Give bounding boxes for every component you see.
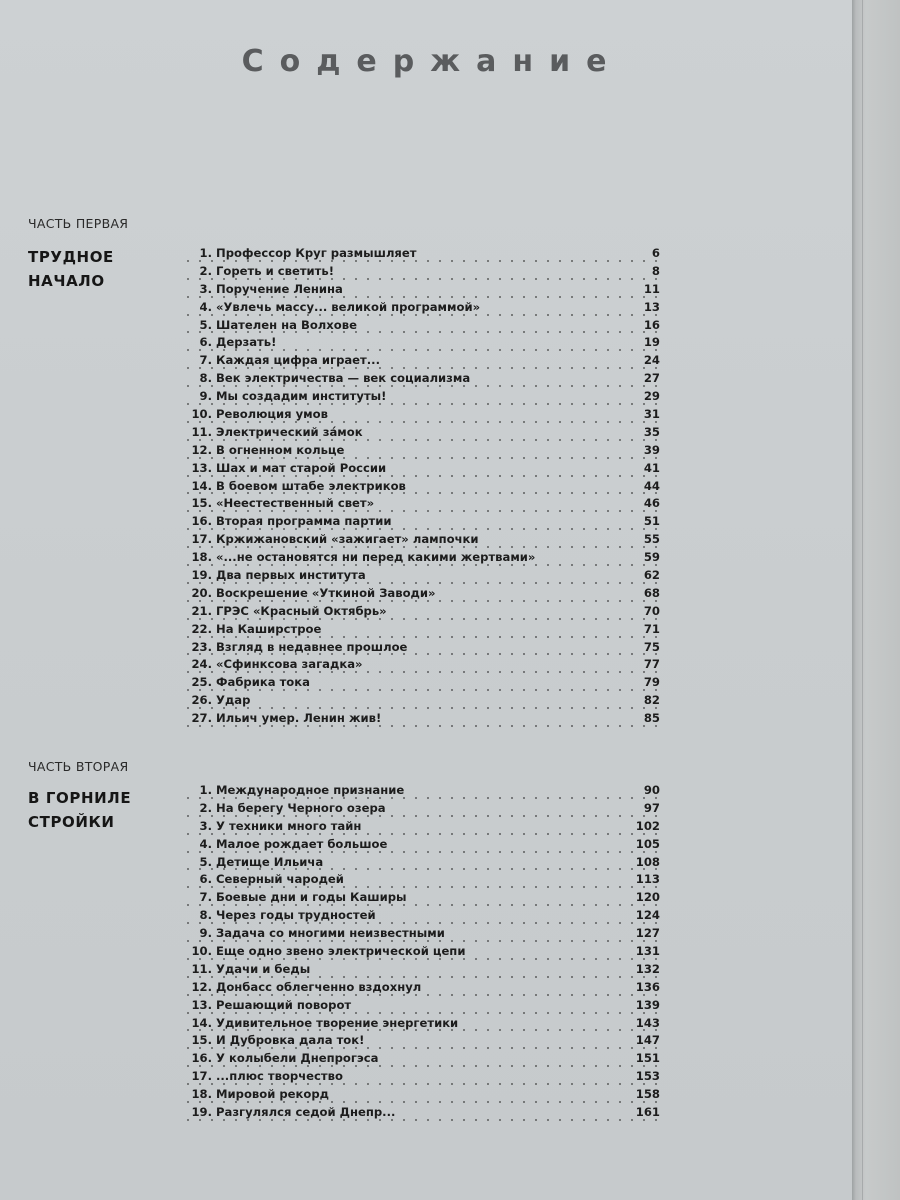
toc-entry-title: Удивительное творение энергетики — [216, 1015, 459, 1030]
toc-entry-title: Век электричества — век социализма — [216, 371, 471, 386]
toc-entry — [182, 424, 662, 442]
leader-dots — [182, 707, 662, 709]
toc-entry-page: 19 — [643, 335, 660, 350]
toc-entry-page: 132 — [635, 961, 660, 976]
part-two-title-line1: В ГОРНИЛЕ — [28, 789, 132, 807]
toc-entry-number: 20. — [191, 585, 212, 600]
toc-entry — [182, 1068, 662, 1086]
toc-entry-number: 2. — [199, 263, 212, 278]
toc-entry — [182, 478, 662, 496]
toc-entry-page: 62 — [643, 568, 660, 583]
toc-entry-number: 4. — [199, 299, 212, 314]
toc-entry — [182, 710, 662, 728]
toc-entry-number: 1. — [199, 246, 212, 260]
leader-dots — [182, 976, 662, 978]
toc-entry-number: 27. — [191, 711, 212, 726]
toc-entry-page: 153 — [635, 1069, 660, 1084]
toc-entry — [182, 621, 662, 639]
toc-entry-title: «Увлечь массу... великой программой» — [216, 299, 481, 314]
toc-entry-number: 4. — [199, 836, 212, 851]
toc-entry-title: Электрический зáмок — [216, 424, 363, 439]
toc-entry — [182, 818, 662, 836]
toc-entry-number: 7. — [199, 353, 212, 368]
toc-entry-page: 16 — [643, 317, 660, 332]
toc-entry-number: 17. — [191, 532, 212, 547]
toc-entry-title: Фабрика тока — [216, 675, 310, 690]
toc-entry-page: 71 — [643, 621, 660, 636]
leader-dots — [182, 1083, 662, 1085]
toc-entry-number: 5. — [199, 317, 212, 332]
leader-dots — [182, 528, 662, 530]
leader-dots — [182, 886, 662, 888]
toc-entry-page: 97 — [643, 800, 660, 815]
toc-entry-page: 59 — [643, 550, 660, 565]
toc-entry-page: 113 — [635, 872, 660, 887]
part-one-title-line2: НАЧАЛО — [28, 272, 105, 290]
toc-entry-page: 8 — [651, 263, 660, 278]
leader-dots — [182, 600, 662, 602]
toc-entry — [182, 406, 662, 424]
toc-entry-number: 17. — [191, 1069, 212, 1084]
leader-dots — [182, 815, 662, 817]
toc-entry-page: 147 — [635, 1033, 660, 1048]
toc-entry-title: Поручение Ленина — [216, 281, 343, 296]
leader-dots — [182, 797, 662, 799]
toc-entry-page: 127 — [635, 926, 660, 941]
toc-entry-number: 3. — [199, 281, 212, 296]
toc-entry-page: 68 — [643, 585, 660, 600]
toc-entry-title: Вторая программа партии — [216, 514, 392, 529]
toc-entry-number: 13. — [191, 460, 212, 475]
toc-entry — [182, 603, 662, 621]
toc-entry — [182, 585, 662, 603]
toc-entry — [182, 370, 662, 388]
toc-entry-page: 120 — [635, 890, 660, 905]
part-one-toc — [182, 245, 662, 728]
leader-dots — [182, 958, 662, 960]
toc-entry — [182, 1015, 662, 1033]
toc-entry-title: Разгулялся седой Днепр... — [216, 1105, 396, 1120]
toc-entry — [182, 442, 662, 460]
toc-entry — [182, 299, 662, 317]
toc-entry-page: 41 — [643, 460, 660, 475]
toc-entry — [182, 460, 662, 478]
leader-dots — [182, 671, 662, 673]
toc-entry-number: 11. — [191, 961, 212, 976]
part-one-title-line1: ТРУДНОЕ — [28, 248, 114, 266]
toc-entry-page: 24 — [643, 353, 660, 368]
leader-dots — [182, 940, 662, 942]
toc-entry-page: 82 — [643, 693, 660, 708]
page-edge-line — [862, 0, 863, 1200]
toc-entry-number: 9. — [199, 389, 212, 404]
leader-dots — [182, 582, 662, 584]
toc-entry-number: 21. — [191, 603, 212, 618]
toc-entry — [182, 925, 662, 943]
toc-entry-title: Два первых института — [216, 568, 366, 583]
toc-entry-number: 6. — [199, 872, 212, 887]
toc-entry-page: 27 — [643, 371, 660, 386]
leader-dots — [182, 385, 662, 387]
toc-entry-number: 11. — [191, 424, 212, 439]
page-title: Содержание — [241, 44, 623, 79]
toc-entry-number: 12. — [191, 979, 212, 994]
toc-entry-number: 8. — [199, 371, 212, 386]
toc-entry-number: 13. — [191, 997, 212, 1012]
toc-entry-title: У колыбели Днепрогэса — [216, 1051, 379, 1066]
toc-entry — [182, 352, 662, 370]
toc-entry — [182, 245, 662, 263]
toc-entry-title: Каждая цифра играет... — [216, 353, 380, 368]
toc-entry-number: 19. — [191, 1105, 212, 1120]
toc-entry-number: 14. — [191, 1015, 212, 1030]
toc-entry-page: 75 — [643, 639, 660, 654]
toc-entry — [182, 782, 662, 800]
part-one-title — [28, 245, 114, 293]
toc-entry — [182, 1086, 662, 1104]
toc-entry — [182, 334, 662, 352]
part-two-title-line2: СТРОЙКИ — [28, 813, 115, 831]
toc-entry-page: 46 — [643, 496, 660, 511]
leader-dots — [182, 421, 662, 423]
toc-entry-page: 108 — [635, 854, 660, 869]
toc-entry-page: 136 — [635, 979, 660, 994]
part-one-label: ЧАСТЬ ПЕРВАЯ — [28, 216, 129, 231]
toc-entry-number: 5. — [199, 854, 212, 869]
toc-entry-number: 18. — [191, 550, 212, 565]
toc-entry-title: Мы создадим институты! — [216, 389, 387, 404]
part-two-title — [28, 786, 131, 834]
toc-entry-title: Детище Ильича — [216, 854, 324, 869]
leader-dots — [182, 260, 662, 262]
toc-entry-page: 13 — [643, 299, 660, 314]
toc-entry — [182, 388, 662, 406]
toc-entry-title: У техники много тайн — [216, 818, 362, 833]
toc-entry — [182, 674, 662, 692]
toc-entry-number: 18. — [191, 1087, 212, 1102]
leader-dots — [182, 1101, 662, 1103]
leader-dots — [182, 278, 662, 280]
toc-entry — [182, 639, 662, 657]
toc-entry-page: 70 — [643, 603, 660, 618]
toc-entry — [182, 281, 662, 299]
toc-entry-title: Международное признание — [216, 783, 405, 797]
toc-entry-page: 79 — [643, 675, 660, 690]
leader-dots — [182, 367, 662, 369]
toc-entry-number: 10. — [191, 944, 212, 959]
toc-entry-page: 77 — [643, 657, 660, 672]
part-two-label: ЧАСТЬ ВТОРАЯ — [28, 759, 129, 774]
toc-entry-number: 2. — [199, 800, 212, 815]
toc-entry-title: Удачи и беды — [216, 961, 311, 976]
toc-entry-number: 3. — [199, 818, 212, 833]
toc-entry-page: 102 — [635, 818, 660, 833]
toc-entry-title: Дерзать! — [216, 335, 277, 350]
toc-entry — [182, 513, 662, 531]
toc-entry — [182, 567, 662, 585]
toc-entry-number: 22. — [191, 621, 212, 636]
toc-entry-page: 139 — [635, 997, 660, 1012]
toc-entry-title: Гореть и светить! — [216, 263, 335, 278]
toc-entry — [182, 495, 662, 513]
toc-entry-title: На берегу Черного озера — [216, 800, 386, 815]
toc-entry-title: Мировой рекорд — [216, 1087, 330, 1102]
toc-entry — [182, 943, 662, 961]
leader-dots — [182, 1065, 662, 1067]
part-two-toc — [182, 782, 662, 1122]
toc-entry-page: 55 — [643, 532, 660, 547]
toc-entry — [182, 656, 662, 674]
leader-dots — [182, 564, 662, 566]
next-page-edge — [852, 0, 900, 1200]
toc-entry — [182, 871, 662, 889]
toc-entry-title: ...плюс творчество — [216, 1069, 343, 1084]
toc-entry-title: Донбасс облегченно вздохнул — [216, 979, 422, 994]
toc-entry-number: 1. — [199, 783, 212, 797]
toc-entry — [182, 889, 662, 907]
toc-entry-title: И Дубровка дала ток! — [216, 1033, 365, 1048]
leader-dots — [182, 904, 662, 906]
toc-entry-title: В боевом штабе электриков — [216, 478, 406, 493]
toc-entry-number: 19. — [191, 568, 212, 583]
toc-entry-number: 12. — [191, 442, 212, 457]
toc-entry-page: 44 — [643, 478, 660, 493]
leader-dots — [182, 349, 662, 351]
toc-entry — [182, 531, 662, 549]
toc-entry — [182, 854, 662, 872]
toc-entry-title: Революция умов — [216, 407, 328, 422]
toc-entry-number: 14. — [191, 478, 212, 493]
toc-entry-number: 9. — [199, 926, 212, 941]
leader-dots — [182, 922, 662, 924]
leader-dots — [182, 546, 662, 548]
toc-entry-page: 143 — [635, 1015, 660, 1030]
toc-entry-number: 26. — [191, 693, 212, 708]
toc-entry-title: Кржижановский «зажигает» лампочки — [216, 532, 479, 547]
toc-entry-title: «Сфинксова загадка» — [216, 657, 363, 672]
toc-entry-page: 151 — [635, 1051, 660, 1066]
toc-entry-number: 25. — [191, 675, 212, 690]
toc-entry-page: 161 — [635, 1105, 660, 1120]
toc-entry — [182, 317, 662, 335]
toc-entry-title: Еще одно звено электрической цепи — [216, 944, 466, 959]
toc-entry — [182, 907, 662, 925]
leader-dots — [182, 1119, 662, 1121]
toc-entry — [182, 263, 662, 281]
leader-dots — [182, 689, 662, 691]
toc-entry-title: Задача со многими неизвестными — [216, 926, 445, 941]
toc-entry-title: Боевые дни и годы Каширы — [216, 890, 407, 905]
toc-entry-title: В огненном кольце — [216, 442, 345, 457]
leader-dots — [182, 403, 662, 405]
toc-entry-page: 158 — [635, 1087, 660, 1102]
toc-entry-title: Профессор Круг размышляет — [216, 246, 417, 260]
toc-entry — [182, 836, 662, 854]
toc-entry-title: Северный чародей — [216, 872, 344, 887]
leader-dots — [182, 1047, 662, 1049]
toc-entry-number: 16. — [191, 514, 212, 529]
leader-dots — [182, 510, 662, 512]
toc-entry-number: 10. — [191, 407, 212, 422]
toc-entry-title: Малое рождает большое — [216, 836, 388, 851]
toc-entry-title: «Неестественный свет» — [216, 496, 375, 511]
toc-entry-page: 51 — [643, 514, 660, 529]
toc-entry-page: 131 — [635, 944, 660, 959]
toc-entry-number: 16. — [191, 1051, 212, 1066]
toc-entry-title: Шах и мат старой России — [216, 460, 387, 475]
toc-entry-number: 23. — [191, 639, 212, 654]
toc-entry-page: 6 — [651, 246, 660, 260]
toc-entry-title: Через годы трудностей — [216, 908, 376, 923]
toc-entry-number: 15. — [191, 496, 212, 511]
toc-entry-page: 90 — [643, 783, 660, 797]
leader-dots — [182, 618, 662, 620]
toc-entry — [182, 549, 662, 567]
toc-entry-number: 24. — [191, 657, 212, 672]
toc-entry-page: 39 — [643, 442, 660, 457]
toc-entry-page: 31 — [643, 407, 660, 422]
toc-entry-title: Взгляд в недавнее прошлое — [216, 639, 408, 654]
toc-entry-title: «...не остановятся ни перед какими жертвами» — [216, 550, 536, 565]
toc-entry-title: Шателен на Волхове — [216, 317, 357, 332]
toc-entry — [182, 979, 662, 997]
toc-entry — [182, 997, 662, 1015]
toc-entry — [182, 1050, 662, 1068]
toc-entry-title: Удар — [216, 693, 251, 708]
toc-entry-page: 85 — [643, 711, 660, 726]
toc-entry — [182, 692, 662, 710]
toc-entry-title: Решающий поворот — [216, 997, 352, 1012]
toc-entry-title: На Каширстрое — [216, 621, 322, 636]
toc-entry — [182, 961, 662, 979]
toc-entry-title: ГРЭС «Красный Октябрь» — [216, 603, 387, 618]
toc-entry-number: 15. — [191, 1033, 212, 1048]
toc-entry-page: 11 — [643, 281, 660, 296]
toc-entry-number: 8. — [199, 908, 212, 923]
leader-dots — [182, 725, 662, 727]
toc-entry-number: 6. — [199, 335, 212, 350]
toc-entry — [182, 1104, 662, 1122]
toc-entry-number: 7. — [199, 890, 212, 905]
toc-entry-page: 29 — [643, 389, 660, 404]
toc-entry-page: 105 — [635, 836, 660, 851]
toc-entry-title: Воскрешение «Уткиной Заводи» — [216, 585, 436, 600]
leader-dots — [182, 439, 662, 441]
toc-entry — [182, 1032, 662, 1050]
toc-entry — [182, 800, 662, 818]
toc-entry-title: Ильич умер. Ленин жив! — [216, 711, 382, 726]
toc-entry-page: 35 — [643, 424, 660, 439]
toc-entry-page: 124 — [635, 908, 660, 923]
